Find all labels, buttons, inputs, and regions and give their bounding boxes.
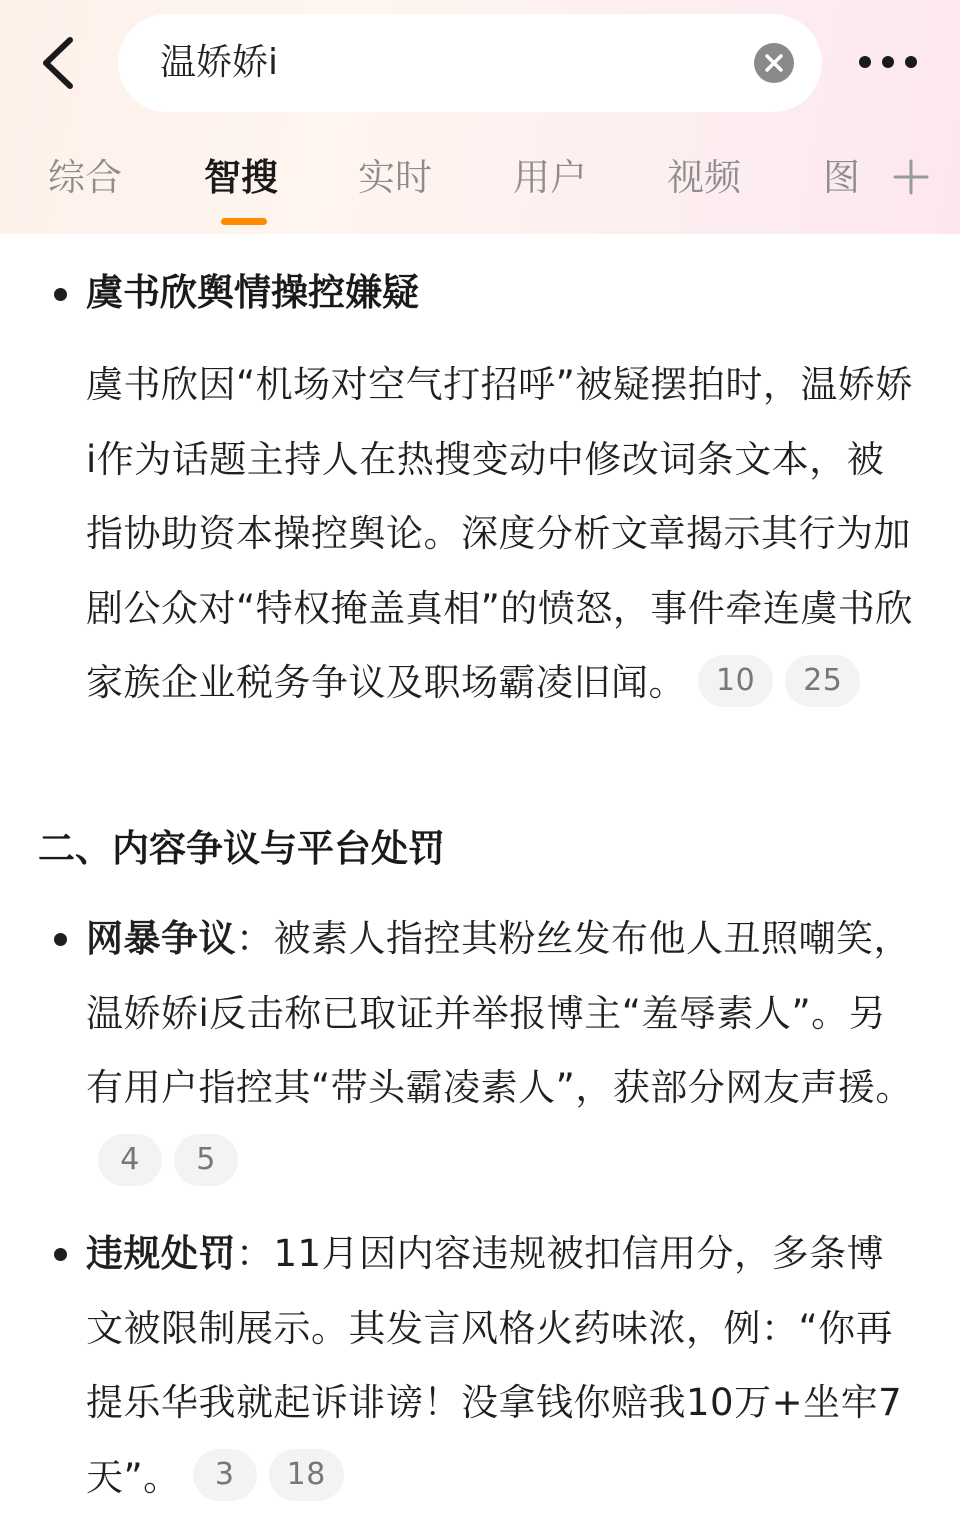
tab-smart-search[interactable]: 智搜 xyxy=(204,156,278,199)
active-tab-indicator xyxy=(221,218,267,225)
back-button[interactable] xyxy=(36,34,84,92)
tab-realtime[interactable]: 实时 xyxy=(358,156,432,199)
citation-badge[interactable]: 5 xyxy=(174,1134,238,1186)
clear-search-button[interactable] xyxy=(754,43,794,83)
item-body xyxy=(86,902,916,1200)
item-body xyxy=(86,1217,916,1515)
bullet-dot xyxy=(54,288,67,301)
item-body-text: 被素人指控其粉丝发布他人丑照嘲笑，温娇娇i反击称已取证并举报博主“羞辱素人”。另有用户指控其“带头霸凌素人”，获部分网友声援。 xyxy=(86,917,913,1109)
tab-images[interactable]: 图 xyxy=(823,156,860,199)
citation-badge[interactable]: 10 xyxy=(698,655,773,707)
bullet-dot xyxy=(54,933,67,946)
item-body-text: 11月因内容违规被扣信用分，多条博文被限制展示。其发言风格火药味浓，例：“你再提乐华我就起诉诽谤！没拿钱你赔我10万+坐牢7天”。 xyxy=(86,1232,903,1499)
tab-users[interactable]: 用户 xyxy=(513,156,587,199)
citation-badge[interactable]: 3 xyxy=(193,1449,257,1501)
tab-videos[interactable]: 视频 xyxy=(667,156,741,199)
more-horizontal-icon xyxy=(856,44,920,80)
section-heading: 二、内容争议与平台处罚 xyxy=(38,827,445,870)
more-options-button[interactable] xyxy=(856,44,920,80)
citation-badge[interactable]: 18 xyxy=(269,1449,344,1501)
citation-badge[interactable]: 4 xyxy=(98,1134,162,1186)
plus-icon xyxy=(892,158,930,196)
add-tab-button[interactable] xyxy=(892,158,930,196)
top-header xyxy=(0,0,960,234)
search-tabs xyxy=(0,148,960,212)
item-separator: ： xyxy=(236,1232,274,1275)
item-title: 违规处罚 xyxy=(86,1232,236,1275)
item-title: 虞书欣舆情操控嫌疑 xyxy=(86,271,419,314)
tab-comprehensive[interactable]: 综合 xyxy=(48,156,122,199)
citation-badge[interactable]: 25 xyxy=(785,655,860,707)
item-separator: ： xyxy=(236,917,274,960)
search-input[interactable]: 温娇娇i xyxy=(160,42,279,83)
close-circle-icon xyxy=(754,43,794,83)
chevron-left-icon xyxy=(36,34,84,92)
item-title: 网暴争议 xyxy=(86,917,236,960)
item-body-text: 虞书欣因“机场对空气打招呼”被疑摆拍时，温娇娇i作为话题主持人在热搜变动中修改词条文本，被指协助资本操控舆论。深度分析文章揭示其行为加剧公众对“特权掩盖真相”的愤怒，事件牵连虞书欣家族企业税务争议及职场霸凌旧闻。 xyxy=(86,363,913,704)
item-body xyxy=(86,348,916,721)
search-bar[interactable] xyxy=(118,14,822,112)
bullet-dot xyxy=(54,1248,67,1261)
